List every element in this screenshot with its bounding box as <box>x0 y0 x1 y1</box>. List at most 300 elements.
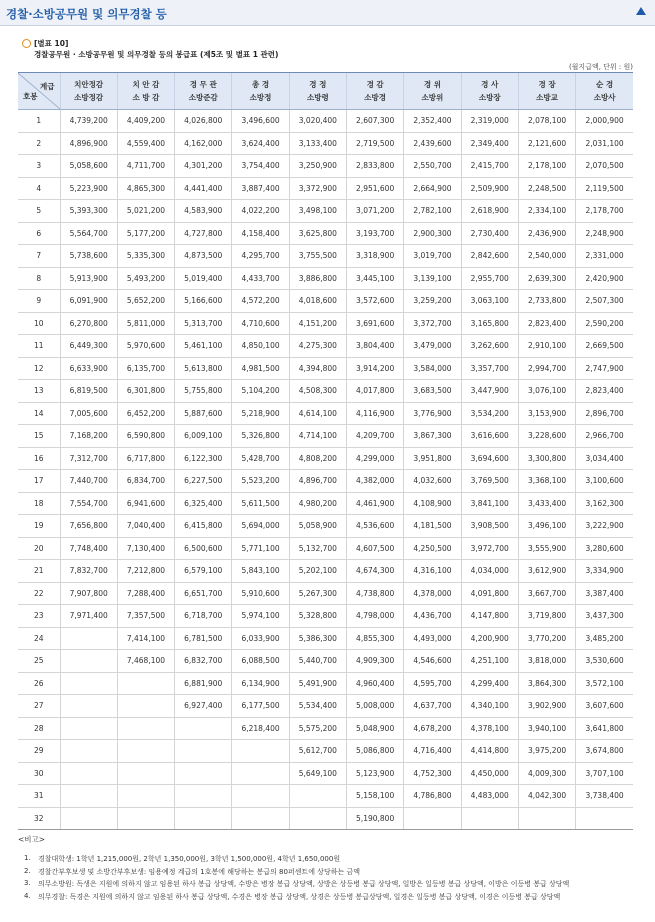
salary-cell <box>518 807 575 830</box>
salary-cell: 5,326,800 <box>232 425 289 448</box>
salary-cell: 3,694,600 <box>461 447 518 470</box>
salary-cell: 4,674,300 <box>346 560 403 583</box>
remark-number: 1. <box>24 854 31 862</box>
salary-cell: 3,755,500 <box>289 245 346 268</box>
salary-cell: 5,970,600 <box>117 335 174 358</box>
salary-cell: 4,340,100 <box>461 695 518 718</box>
salary-cell: 4,017,800 <box>346 380 403 403</box>
salary-cell: 6,135,700 <box>117 357 174 380</box>
remark-number: 2. <box>24 866 31 875</box>
salary-cell: 5,202,100 <box>289 560 346 583</box>
salary-cell: 7,832,700 <box>60 560 117 583</box>
salary-cell: 3,387,400 <box>576 582 633 605</box>
salary-cell: 4,483,000 <box>461 785 518 808</box>
police-rank-label: 경 정 <box>309 80 327 89</box>
step-cell: 3 <box>18 155 60 178</box>
police-rank-label: 총 경 <box>251 80 270 89</box>
salary-cell: 5,652,200 <box>117 290 174 313</box>
salary-cell: 3,334,900 <box>576 560 633 583</box>
remark-item <box>18 879 638 892</box>
salary-cell <box>60 695 117 718</box>
salary-cell: 4,798,000 <box>346 605 403 628</box>
salary-cell: 2,349,400 <box>461 132 518 155</box>
step-cell: 1 <box>18 110 60 133</box>
salary-cell: 3,769,500 <box>461 470 518 493</box>
salary-cell: 3,222,900 <box>576 515 633 538</box>
salary-cell <box>404 807 461 830</box>
salary-cell: 3,940,100 <box>518 717 575 740</box>
salary-cell: 7,656,800 <box>60 515 117 538</box>
salary-cell: 4,275,300 <box>289 335 346 358</box>
step-cell: 4 <box>18 177 60 200</box>
fire-rank-label: 소방준감 <box>188 93 218 102</box>
salary-cell: 3,534,200 <box>461 402 518 425</box>
salary-cell: 4,739,200 <box>60 110 117 133</box>
step-cell: 17 <box>18 470 60 493</box>
header-corner-cell <box>18 73 60 110</box>
step-cell: 21 <box>18 560 60 583</box>
step-cell: 27 <box>18 695 60 718</box>
salary-cell: 3,624,400 <box>232 132 289 155</box>
salary-cell <box>60 717 117 740</box>
salary-cell: 2,178,100 <box>518 155 575 178</box>
police-rank-label: 순 경 <box>596 80 614 89</box>
table-row <box>18 605 633 628</box>
salary-cell: 7,005,600 <box>60 402 117 425</box>
salary-cell: 4,026,800 <box>175 110 232 133</box>
step-cell: 20 <box>18 537 60 560</box>
salary-cell: 6,449,300 <box>60 335 117 358</box>
salary-cell: 4,158,400 <box>232 222 289 245</box>
step-cell: 29 <box>18 740 60 763</box>
salary-cell: 4,009,300 <box>518 762 575 785</box>
salary-cell: 4,855,300 <box>346 627 403 650</box>
salary-cell: 4,727,800 <box>175 222 232 245</box>
step-cell: 23 <box>18 605 60 628</box>
salary-cell <box>117 672 174 695</box>
police-rank-label: 경 위 <box>423 80 441 89</box>
salary-cell: 3,262,600 <box>461 335 518 358</box>
remark-item <box>18 854 638 867</box>
salary-cell: 2,733,800 <box>518 290 575 313</box>
salary-cell: 4,896,900 <box>60 132 117 155</box>
salary-cell: 5,008,000 <box>346 695 403 718</box>
table-row <box>18 695 633 718</box>
table-row <box>18 537 633 560</box>
salary-cell: 4,607,500 <box>346 537 403 560</box>
salary-cell: 3,691,600 <box>346 312 403 335</box>
column-header <box>518 73 575 110</box>
salary-cell: 6,781,500 <box>175 627 232 650</box>
salary-cell: 3,770,200 <box>518 627 575 650</box>
salary-cell: 3,572,100 <box>576 672 633 695</box>
salary-cell: 7,040,400 <box>117 515 174 538</box>
table-row <box>18 785 633 808</box>
column-header <box>289 73 346 110</box>
salary-cell: 2,031,100 <box>576 132 633 155</box>
salary-cell: 4,786,800 <box>404 785 461 808</box>
salary-cell: 5,913,900 <box>60 267 117 290</box>
salary-cell <box>117 695 174 718</box>
annex-subtitle: 경찰공무원 · 소방공무원 및 의무경찰 등의 봉급표 (제5조 및 별표 1 관련) <box>34 50 279 59</box>
salary-cell: 6,834,700 <box>117 470 174 493</box>
salary-cell: 4,536,600 <box>346 515 403 538</box>
salary-cell: 5,021,200 <box>117 200 174 223</box>
salary-cell: 2,248,500 <box>518 177 575 200</box>
salary-cell: 3,572,600 <box>346 290 403 313</box>
salary-cell: 3,914,200 <box>346 357 403 380</box>
salary-cell <box>232 740 289 763</box>
table-row <box>18 807 633 830</box>
salary-cell <box>60 627 117 650</box>
salary-cell: 5,123,900 <box>346 762 403 785</box>
salary-cell: 3,887,400 <box>232 177 289 200</box>
salary-cell: 6,301,800 <box>117 380 174 403</box>
salary-cell: 4,865,300 <box>117 177 174 200</box>
salary-cell: 3,496,100 <box>518 515 575 538</box>
unit-note: (월지급액, 단위 : 원) <box>568 63 633 71</box>
salary-cell <box>232 762 289 785</box>
salary-cell: 2,121,600 <box>518 132 575 155</box>
police-rank-label: 치 안 감 <box>132 80 160 89</box>
remark-item <box>18 867 638 880</box>
step-cell: 6 <box>18 222 60 245</box>
salary-cell: 2,910,100 <box>518 335 575 358</box>
table-row <box>18 717 633 740</box>
salary-cell: 3,485,200 <box>576 627 633 650</box>
salary-cell: 3,437,300 <box>576 605 633 628</box>
column-header <box>346 73 403 110</box>
table-row <box>18 740 633 763</box>
salary-cell <box>117 762 174 785</box>
table-row <box>18 335 633 358</box>
salary-cell: 7,288,400 <box>117 582 174 605</box>
table-header-row <box>18 73 633 110</box>
salary-cell: 3,902,900 <box>518 695 575 718</box>
salary-cell <box>117 717 174 740</box>
table-body <box>18 110 633 830</box>
remark-number: 3. <box>24 879 31 887</box>
circle-bullet-icon <box>22 39 31 48</box>
table-row <box>18 290 633 313</box>
table-row <box>18 447 633 470</box>
column-header <box>404 73 461 110</box>
salary-cell: 5,755,800 <box>175 380 232 403</box>
salary-cell: 7,748,400 <box>60 537 117 560</box>
salary-cell: 5,887,600 <box>175 402 232 425</box>
salary-cell: 3,153,900 <box>518 402 575 425</box>
salary-cell <box>117 740 174 763</box>
salary-cell: 3,683,500 <box>404 380 461 403</box>
salary-cell: 4,108,900 <box>404 492 461 515</box>
salary-cell: 3,228,600 <box>518 425 575 448</box>
salary-cell: 4,251,100 <box>461 650 518 673</box>
salary-cell: 2,823,400 <box>518 312 575 335</box>
salary-cell: 7,212,800 <box>117 560 174 583</box>
fire-rank-label: 소방장 <box>478 93 501 102</box>
salary-cell: 3,250,900 <box>289 155 346 178</box>
salary-cell: 2,078,100 <box>518 110 575 133</box>
salary-cell: 5,694,000 <box>232 515 289 538</box>
salary-cell: 4,714,100 <box>289 425 346 448</box>
remarks-title: <비고> <box>18 835 46 844</box>
salary-cell: 4,250,500 <box>404 537 461 560</box>
remark-item <box>18 892 638 905</box>
salary-cell: 4,032,600 <box>404 470 461 493</box>
salary-cell: 2,823,400 <box>576 380 633 403</box>
salary-cell: 3,259,200 <box>404 290 461 313</box>
salary-cell: 4,147,800 <box>461 605 518 628</box>
salary-cell: 4,209,700 <box>346 425 403 448</box>
salary-cell: 6,091,900 <box>60 290 117 313</box>
salary-cell: 3,641,800 <box>576 717 633 740</box>
salary-cell: 3,555,900 <box>518 537 575 560</box>
salary-cell: 3,841,100 <box>461 492 518 515</box>
salary-cell: 3,071,200 <box>346 200 403 223</box>
salary-cell: 3,139,100 <box>404 267 461 290</box>
fire-rank-label: 소방교 <box>536 93 558 102</box>
table-row <box>18 380 633 403</box>
fire-rank-label: 소방위 <box>421 93 444 102</box>
salary-cell: 4,042,300 <box>518 785 575 808</box>
salary-cell: 5,910,600 <box>232 582 289 605</box>
table-row <box>18 650 633 673</box>
salary-cell: 4,493,000 <box>404 627 461 650</box>
police-rank-label: 경 무 관 <box>189 80 217 89</box>
salary-cell <box>232 807 289 830</box>
salary-cell: 5,386,300 <box>289 627 346 650</box>
salary-cell: 4,752,300 <box>404 762 461 785</box>
salary-cell: 2,436,900 <box>518 222 575 245</box>
step-cell: 32 <box>18 807 60 830</box>
table-row <box>18 672 633 695</box>
salary-cell: 3,447,900 <box>461 380 518 403</box>
table-row <box>18 357 633 380</box>
table-row <box>18 627 633 650</box>
fire-rank-label: 소방정 <box>249 93 272 102</box>
step-cell: 11 <box>18 335 60 358</box>
salary-cell: 4,637,700 <box>404 695 461 718</box>
salary-cell: 5,019,400 <box>175 267 232 290</box>
salary-cell: 4,595,700 <box>404 672 461 695</box>
salary-cell: 7,468,100 <box>117 650 174 673</box>
salary-cell: 4,091,800 <box>461 582 518 605</box>
salary-cell: 2,994,700 <box>518 357 575 380</box>
collapse-up-triangle-icon[interactable] <box>633 3 649 19</box>
table-row <box>18 560 633 583</box>
column-header <box>60 73 117 110</box>
salary-cell: 2,507,300 <box>576 290 633 313</box>
remarks-list <box>18 854 638 904</box>
salary-cell: 4,433,700 <box>232 267 289 290</box>
table-row <box>18 470 633 493</box>
salary-cell: 2,420,900 <box>576 267 633 290</box>
salary-cell: 6,227,500 <box>175 470 232 493</box>
salary-cell: 3,616,600 <box>461 425 518 448</box>
table-row <box>18 200 633 223</box>
salary-cell: 4,034,000 <box>461 560 518 583</box>
salary-cell: 4,678,200 <box>404 717 461 740</box>
salary-cell: 2,352,400 <box>404 110 461 133</box>
salary-cell: 6,633,900 <box>60 357 117 380</box>
salary-cell: 4,301,200 <box>175 155 232 178</box>
salary-cell: 3,738,400 <box>576 785 633 808</box>
salary-cell: 5,440,700 <box>289 650 346 673</box>
remark-number: 4. <box>24 891 31 900</box>
salary-cell: 3,100,600 <box>576 470 633 493</box>
salary-cell <box>289 785 346 808</box>
salary-cell: 2,119,500 <box>576 177 633 200</box>
salary-cell: 3,719,800 <box>518 605 575 628</box>
table-row <box>18 132 633 155</box>
salary-cell: 5,058,900 <box>289 515 346 538</box>
salary-cell: 5,218,900 <box>232 402 289 425</box>
salary-cell <box>117 785 174 808</box>
salary-cell: 3,530,600 <box>576 650 633 673</box>
salary-cell: 3,020,400 <box>289 110 346 133</box>
salary-cell: 3,951,800 <box>404 447 461 470</box>
salary-cell: 3,445,100 <box>346 267 403 290</box>
salary-cell: 2,669,500 <box>576 335 633 358</box>
salary-cell <box>175 740 232 763</box>
salary-cell: 3,193,700 <box>346 222 403 245</box>
salary-cell: 4,980,200 <box>289 492 346 515</box>
salary-cell: 6,088,500 <box>232 650 289 673</box>
salary-cell <box>461 807 518 830</box>
salary-cell: 2,966,700 <box>576 425 633 448</box>
salary-cell: 7,554,700 <box>60 492 117 515</box>
salary-cell: 5,104,200 <box>232 380 289 403</box>
corner-step-label: 호봉 <box>23 92 38 101</box>
salary-cell: 3,300,800 <box>518 447 575 470</box>
table-row <box>18 425 633 448</box>
salary-cell: 6,500,600 <box>175 537 232 560</box>
salary-cell: 6,452,200 <box>117 402 174 425</box>
salary-cell: 7,440,700 <box>60 470 117 493</box>
remark-text: 경찰간부후보생 및 소방간부후보생: 임용예정 계급의 1호봉에 해당하는 봉급의 80퍼센트에 상당하는 금액 <box>38 867 360 876</box>
salary-cell: 2,590,200 <box>576 312 633 335</box>
salary-cell: 2,415,700 <box>461 155 518 178</box>
salary-cell: 5,493,200 <box>117 267 174 290</box>
salary-cell: 6,325,400 <box>175 492 232 515</box>
salary-cell: 5,058,600 <box>60 155 117 178</box>
salary-cell: 5,649,100 <box>289 762 346 785</box>
salary-cell: 3,584,000 <box>404 357 461 380</box>
salary-cell: 6,941,600 <box>117 492 174 515</box>
salary-cell: 2,331,000 <box>576 245 633 268</box>
table-row <box>18 222 633 245</box>
salary-cell: 4,960,400 <box>346 672 403 695</box>
salary-cell: 6,033,900 <box>232 627 289 650</box>
step-cell: 12 <box>18 357 60 380</box>
salary-cell: 5,158,100 <box>346 785 403 808</box>
salary-cell: 3,498,100 <box>289 200 346 223</box>
step-cell: 18 <box>18 492 60 515</box>
step-cell: 24 <box>18 627 60 650</box>
salary-cell: 4,583,900 <box>175 200 232 223</box>
salary-cell: 4,716,400 <box>404 740 461 763</box>
table-row <box>18 245 633 268</box>
salary-cell: 4,018,600 <box>289 290 346 313</box>
salary-cell <box>175 807 232 830</box>
salary-cell: 5,811,000 <box>117 312 174 335</box>
salary-cell: 4,981,500 <box>232 357 289 380</box>
salary-cell: 3,372,700 <box>404 312 461 335</box>
salary-cell: 7,357,500 <box>117 605 174 628</box>
salary-cell: 7,312,700 <box>60 447 117 470</box>
salary-cell: 4,299,000 <box>346 447 403 470</box>
salary-cell: 2,719,500 <box>346 132 403 155</box>
salary-cell: 4,409,200 <box>117 110 174 133</box>
salary-cell: 2,178,700 <box>576 200 633 223</box>
step-cell: 31 <box>18 785 60 808</box>
column-header <box>175 73 232 110</box>
salary-cell: 2,639,300 <box>518 267 575 290</box>
salary-cell: 3,804,400 <box>346 335 403 358</box>
table-row <box>18 762 633 785</box>
salary-cell: 5,843,100 <box>232 560 289 583</box>
salary-cell: 6,009,100 <box>175 425 232 448</box>
salary-cell: 3,625,800 <box>289 222 346 245</box>
salary-cell <box>60 650 117 673</box>
step-cell: 15 <box>18 425 60 448</box>
salary-cell: 3,063,100 <box>461 290 518 313</box>
salary-cell: 6,177,500 <box>232 695 289 718</box>
salary-cell: 6,415,800 <box>175 515 232 538</box>
table-row <box>18 110 633 133</box>
salary-cell: 5,461,100 <box>175 335 232 358</box>
salary-cell <box>60 672 117 695</box>
fire-rank-label: 소 방 감 <box>132 93 160 102</box>
salary-cell: 4,546,600 <box>404 650 461 673</box>
salary-cell: 3,975,200 <box>518 740 575 763</box>
salary-cell: 4,896,700 <box>289 470 346 493</box>
salary-cell: 3,667,700 <box>518 582 575 605</box>
salary-cell: 4,022,200 <box>232 200 289 223</box>
salary-cell: 3,818,000 <box>518 650 575 673</box>
salary-cell: 2,782,100 <box>404 200 461 223</box>
salary-cell: 2,550,700 <box>404 155 461 178</box>
table-row <box>18 267 633 290</box>
salary-cell: 4,450,000 <box>461 762 518 785</box>
step-cell: 13 <box>18 380 60 403</box>
salary-cell: 4,508,300 <box>289 380 346 403</box>
police-rank-label: 경 감 <box>366 80 384 89</box>
column-header <box>117 73 174 110</box>
section-header-bar <box>0 0 655 26</box>
salary-cell: 6,218,400 <box>232 717 289 740</box>
salary-cell: 7,971,400 <box>60 605 117 628</box>
step-cell: 5 <box>18 200 60 223</box>
salary-cell: 4,378,000 <box>404 582 461 605</box>
salary-cell: 5,177,200 <box>117 222 174 245</box>
salary-cell <box>60 740 117 763</box>
salary-cell: 4,316,100 <box>404 560 461 583</box>
salary-cell: 5,738,600 <box>60 245 117 268</box>
salary-cell: 5,132,700 <box>289 537 346 560</box>
salary-cell: 4,559,400 <box>117 132 174 155</box>
step-cell: 8 <box>18 267 60 290</box>
fire-rank-label: 소방정감 <box>74 93 104 102</box>
remark-text: 의무경찰: 독경은 지원에 의하지 않고 임용된 하사 봉급 상당액, 수경은 병장 봉급 상당액, 상경은 상등병 봉급상당액, 일경은 일등병 봉급 상당액, 이경은 이등병 봉급 상당액 <box>38 892 561 901</box>
salary-cell: 3,318,900 <box>346 245 403 268</box>
salary-cell: 4,711,700 <box>117 155 174 178</box>
salary-cell: 2,955,700 <box>461 267 518 290</box>
salary-cell: 4,181,500 <box>404 515 461 538</box>
police-rank-label: 경 사 <box>481 80 499 89</box>
salary-cell: 3,864,300 <box>518 672 575 695</box>
salary-cell: 6,718,700 <box>175 605 232 628</box>
